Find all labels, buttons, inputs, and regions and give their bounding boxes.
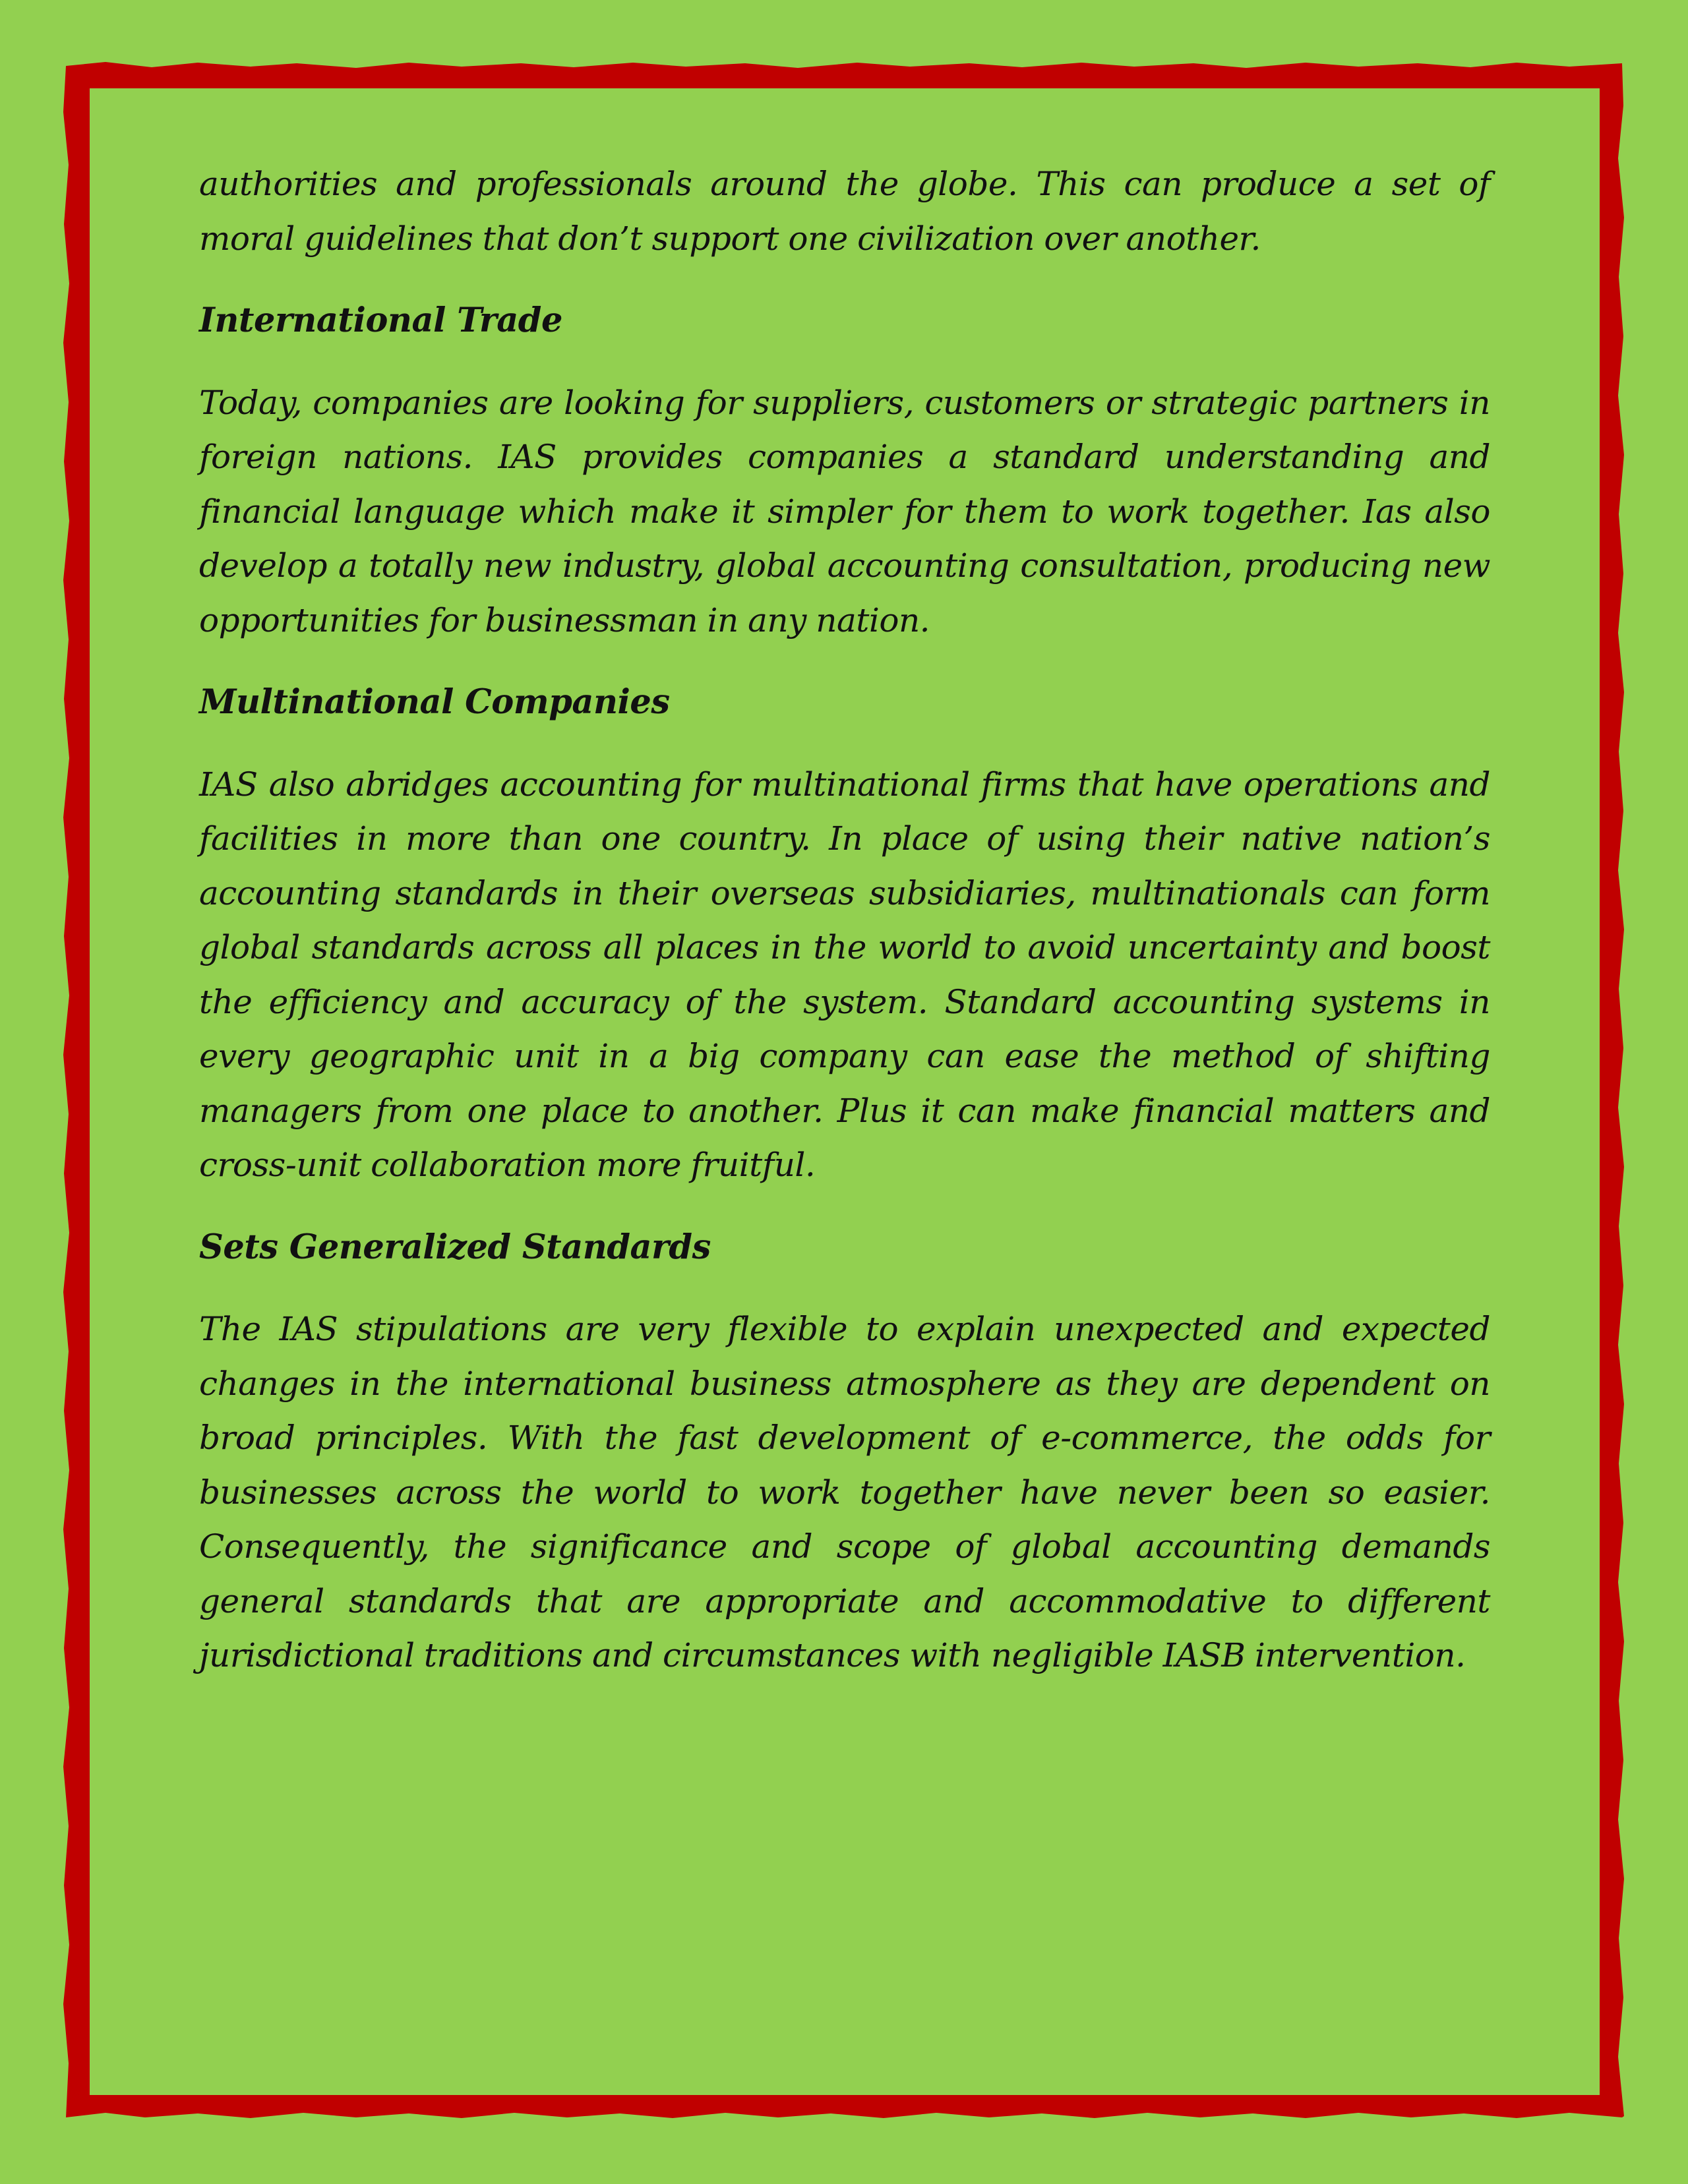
heading-international-trade: International Trade [199, 301, 562, 340]
paragraph-sets-generalized-standards: The IAS stipulations are very flexible to explain unexpected and expected changes in the international business atmosphere as they are dependent on broad principles. With the fast development of e-commerce, the odds for businesses across the world to work together have never been so easier. Consequently, the significance and scope of global accounting demands general standards that are appropriate and accommodative to different jurisdictional traditions and circumstances with negligible IASB intervention. [199, 1310, 1490, 1674]
paragraph-international-trade: Today, companies are looking for suppliers, customers or strategic partners in foreign nations. IAS provides companies a standard understanding and financial language which make it simpler for them to work together. Ias also develop a totally new industry, global accounting consultation, producing new opportunities for businessman in any nation. [199, 383, 1490, 639]
paragraph-multinational-companies: IAS also abridges accounting for multinational firms that have operations and facilities in more than one country. In place of using their native nation’s accounting standards in their overseas subsidiaries, multinationals can form global standards across all places in the world to avoid uncertainty and boost the efficiency and accuracy of the system. Standard accounting systems in every geographic unit in a big company can ease the method of shifting managers from one place to another. Plus it can make financial matters and cross-unit collaboration more fruitful. [199, 765, 1490, 1184]
heading-sets-generalized-standards: Sets Generalized Standards [199, 1227, 711, 1267]
heading-multinational-companies: Multinational Companies [199, 682, 670, 722]
intro-paragraph: authorities and professionals around the globe. This can produce a set of moral guidelines that don’t support one civilization over another. [199, 165, 1490, 258]
document-body [199, 157, 1490, 1711]
